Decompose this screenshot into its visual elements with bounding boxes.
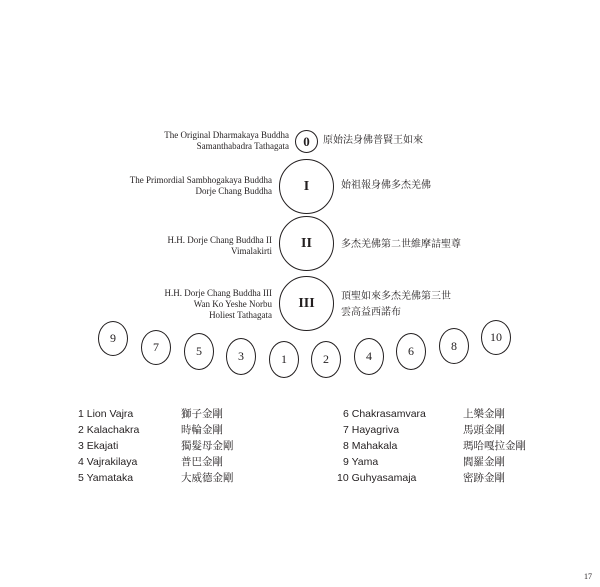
level-3-chinese <box>341 289 451 321</box>
level-2-english <box>52 235 272 257</box>
arc-number-1 <box>269 341 299 378</box>
arc-number-4 <box>354 338 384 375</box>
legend-right-6-en: 6 Chakrasamvara <box>343 408 426 420</box>
level-1-chinese <box>341 178 431 194</box>
level-3-english <box>52 288 272 321</box>
legend-left-1-cn: 獅子金剛 <box>181 408 223 420</box>
level-0-chinese-line1: 原始法身佛普賢王如來 <box>323 135 423 146</box>
level-2-english-line1: H.H. Dorje Chang Buddha II <box>167 235 272 245</box>
legend-left-4-cn: 普巴金剛 <box>181 456 223 468</box>
level-3-english-line2: Wan Ko Yeshe Norbu <box>193 299 272 309</box>
arc-number-5 <box>184 333 214 370</box>
legend-left-5-en: 5 Yamataka <box>78 472 134 484</box>
level-1-circle <box>279 159 334 214</box>
level-1-numeral: I <box>303 178 310 194</box>
arc-number-9 <box>98 321 128 356</box>
arc-number-6-label: 6 <box>408 344 414 358</box>
level-3-chinese-line2: 雲高益西諾布 <box>341 307 401 318</box>
arc-number-3 <box>226 338 256 375</box>
level-0-chinese <box>323 133 423 149</box>
level-3-chinese-line1: 頂聖如來多杰羌佛第三世 <box>341 291 451 302</box>
legend-right-9-en: 9 Yama <box>343 456 379 468</box>
legend-left-1-en: 1 Lion Vajra <box>78 408 134 420</box>
level-3-numeral: III <box>298 295 315 311</box>
level-1-english <box>52 175 272 197</box>
arc-number-5-label: 5 <box>196 344 202 358</box>
legend-right-10-cn: 密跡金剛 <box>463 472 505 484</box>
level-0-english-line2: Samanthabadra Tathagata <box>196 141 289 151</box>
arc-number-7-label: 7 <box>153 340 159 354</box>
arc-number-6 <box>396 333 426 370</box>
level-0-english <box>89 130 289 152</box>
arc-number-8 <box>439 328 469 364</box>
legend-left-2-en: 2 Kalachakra <box>78 424 140 436</box>
level-3-english-line1: H.H. Dorje Chang Buddha III <box>164 288 272 298</box>
page-number: 17 <box>584 572 592 581</box>
level-1-chinese-line1: 始祖報身佛多杰羌佛 <box>341 180 431 191</box>
legend-right-8-en: 8 Mahakala <box>343 440 398 452</box>
arc-number-8-label: 8 <box>451 338 457 353</box>
legend-left-3-en: 3 Ekajati <box>78 440 119 452</box>
legend-right-8-cn: 瑪哈嘎拉金剛 <box>463 440 526 452</box>
arc-number-2 <box>311 341 341 378</box>
arc-number-1-label: 1 <box>281 352 287 366</box>
arc-number-2-label: 2 <box>323 352 329 366</box>
level-0-numeral: 0 <box>303 133 310 149</box>
legend-right-7-cn: 馬頭金剛 <box>463 424 505 436</box>
arc-number-10-label: 10 <box>490 330 502 344</box>
arc-number-3-label: 3 <box>238 349 244 363</box>
level-2-circle <box>279 216 334 271</box>
arc-number-9-label: 9 <box>110 331 116 345</box>
legend-left-5-cn: 大威德金剛 <box>181 472 234 484</box>
arc-number-4-label: 4 <box>366 349 372 363</box>
legend-left-2-cn: 時輪金剛 <box>181 424 223 436</box>
legend-left-4-en: 4 Vajrakilaya <box>78 456 138 468</box>
legend-left-3-cn: 獨髮母金剛 <box>181 440 234 452</box>
level-2-chinese <box>341 237 461 253</box>
arc-number-10 <box>481 320 511 355</box>
level-0-circle <box>295 130 318 153</box>
level-0-english-line1: The Original Dharmakaya Buddha <box>164 130 289 140</box>
level-2-numeral: II <box>301 235 312 251</box>
arc-number-7 <box>141 330 171 365</box>
legend-right-6-cn: 上樂金剛 <box>463 408 505 420</box>
level-3-circle <box>279 276 334 331</box>
legend-right-10-en: 10 Guhyasamaja <box>337 472 417 484</box>
level-1-english-line2: Dorje Chang Buddha <box>195 186 272 196</box>
legend-right-7-en: 7 Hayagriva <box>343 424 400 436</box>
legend-right-9-cn: 閻羅金剛 <box>463 456 505 468</box>
level-2-english-line2: Vimalakirti <box>231 246 272 256</box>
level-1-english-line1: The Primordial Sambhogakaya Buddha <box>129 175 272 185</box>
level-2-chinese-line1: 多杰羌佛第二世維摩詰聖尊 <box>341 239 461 250</box>
level-3-english-line3: Holiest Tathagata <box>209 310 272 320</box>
